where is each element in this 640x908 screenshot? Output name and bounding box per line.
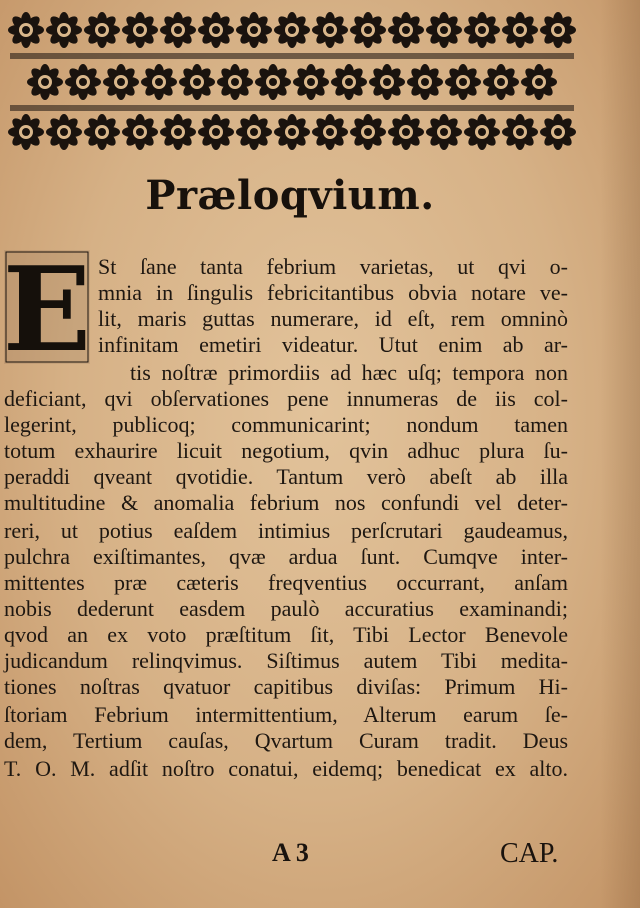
text-line: peraddi qveant qvotidie. Tantum verò abeſt ab illa (4, 464, 568, 489)
text-line: totum exhaurire licuit negotium, qvin adhuc plura ſu- (4, 438, 568, 463)
ornament-flower (540, 12, 576, 48)
ornament-flower (84, 114, 120, 150)
ornament-flower (122, 114, 158, 150)
ornament-flower (331, 64, 367, 100)
signature-mark: A 3 (272, 838, 309, 867)
ornament-flower (350, 114, 386, 150)
ornament-flower (84, 12, 120, 48)
ornament-flower (122, 12, 158, 48)
text-line: judicandum relinqvimus. Siſtimus autem Tibi medita- (4, 648, 568, 673)
drop-cap-letter-icon (4, 250, 90, 364)
text-line: mnia in ſingulis febricitantibus obvia notare ve- (98, 280, 568, 305)
text-line: legerint, publicoq; communicarint; nondum tamen (4, 412, 568, 437)
ornament-flower (407, 64, 443, 100)
ornament-flower (255, 64, 291, 100)
ornament-flower (8, 114, 44, 150)
ornament-flower (198, 12, 234, 48)
ornament-flower (426, 114, 462, 150)
ornament-flower (236, 12, 272, 48)
ornament-flower (65, 64, 101, 100)
ornament-flower (236, 114, 272, 150)
text-line: ſtoriam Febrium intermittentium, Alterum earum ſe- (4, 702, 568, 727)
ornament-flower (293, 64, 329, 100)
ornamental-header-band (6, 8, 578, 154)
text-line: deficiant, qvi obſervationes pene innumeras de iis col- (4, 386, 568, 411)
text-line: tiones noſtras qvatuor capitibus diviſas: Primum Hi- (4, 674, 568, 699)
ornament-flower (312, 114, 348, 150)
text-line: multitudine & anomalia febrium nos confundi vel deter- (4, 490, 568, 515)
ornament-flower (502, 12, 538, 48)
ornament-flower (27, 64, 63, 100)
text-line: tis noſtræ primordiis ad hæc uſq; tempora non (130, 360, 568, 385)
ornament-flower (464, 12, 500, 48)
ornament-flower (198, 114, 234, 150)
ornament-flower (445, 64, 481, 100)
ornament-flower (350, 12, 386, 48)
text-line: T. O. M. adſit noſtro conatui, eidemq; benedicat ex alto. (4, 756, 568, 781)
page-edge-shadow (600, 0, 640, 908)
catchword: CAP. (500, 838, 559, 869)
ornament-flower (46, 114, 82, 150)
ornament-flower (160, 12, 196, 48)
ornament-flower (8, 12, 44, 48)
text-line: lit, maris guttas numerare, id eſt, rem omninò (98, 306, 568, 331)
ornament-flower (141, 64, 177, 100)
ornament-flower (274, 12, 310, 48)
ornament-flower (369, 64, 405, 100)
text-line: reri, ut potius eaſdem intimius perſcrutari gaudeamus, (4, 518, 568, 543)
ornament-flower (388, 12, 424, 48)
ornament-flower (426, 12, 462, 48)
text-line: qvod an ex voto præſtitum ſit, Tibi Lector Benevole (4, 622, 568, 647)
ornament-flower (540, 114, 576, 150)
ornament-flower (179, 64, 215, 100)
ornament-flower (160, 114, 196, 150)
page-title: Præloqvium. (145, 172, 435, 219)
ornament-flower (521, 64, 557, 100)
text-line: dem, Tertium cauſas, Qvartum Curam tradit. Deus (4, 728, 568, 753)
ornament-flower (483, 64, 519, 100)
ornament-flower (217, 64, 253, 100)
text-line: pulchra exiſtimantes, qvæ ardua ſunt. Cumqve inter- (4, 544, 568, 569)
text-line: nobis dederunt easdem paulò accuratius examinandi; (4, 596, 568, 621)
ornament-flower (502, 114, 538, 150)
ornament-flower (312, 12, 348, 48)
text-line: infinitam emetiri videatur. Utut enim ab ar- (98, 332, 568, 357)
ornament-flower (274, 114, 310, 150)
ornament-flower (46, 12, 82, 48)
drop-cap-text: E (4, 250, 90, 364)
text-line: mittentes præ cæteris freqventius occurrant, anſam (4, 570, 568, 595)
floral-border-icon (6, 8, 578, 154)
ornament-flower (388, 114, 424, 150)
ornament-flower (103, 64, 139, 100)
text-line: St ſane tanta febrium varietas, ut qvi o- (98, 254, 568, 279)
ornament-flower (464, 114, 500, 150)
drop-cap (4, 250, 90, 364)
